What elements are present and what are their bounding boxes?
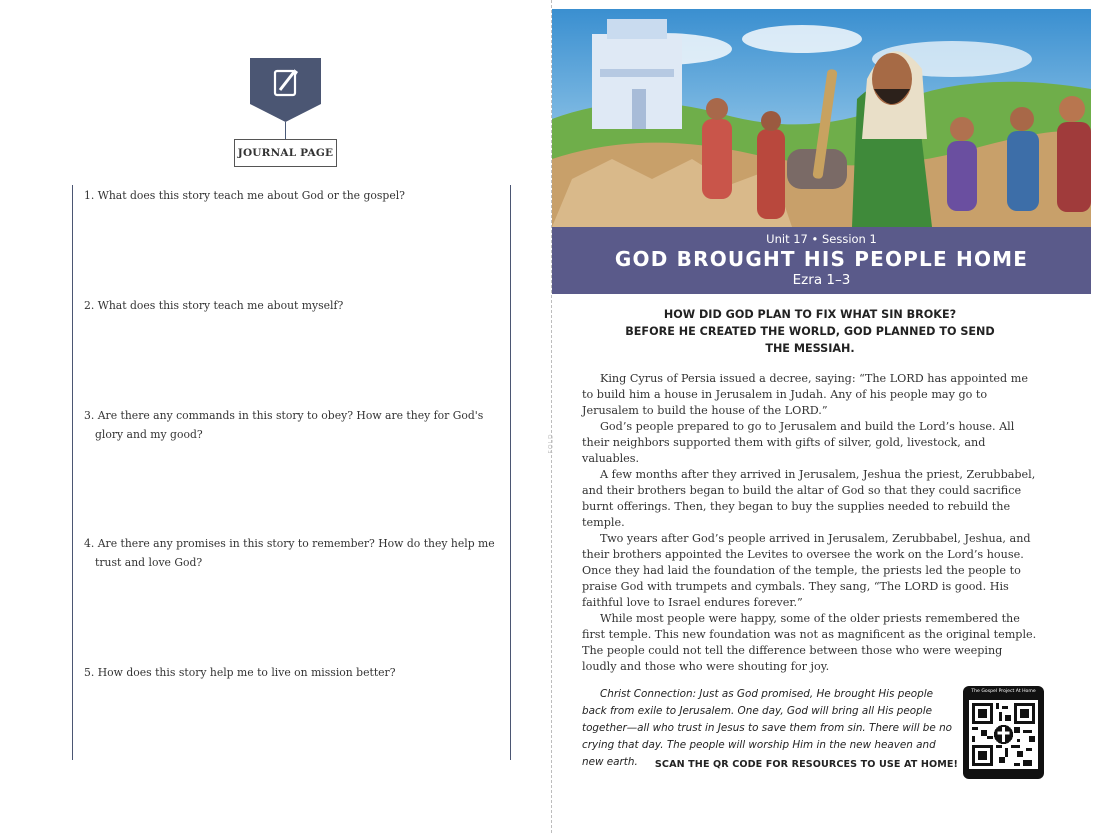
scripture-reference: Ezra 1–3: [792, 272, 851, 288]
big-picture-question: [582, 306, 1038, 357]
story-paragraph: While most people were happy, some of the older priests remembered the first temple. This new foundation was not as magnificent as the original temple. The people could not tell the difference between those who were weeping loudly and those who were shouting for joy.: [582, 612, 1037, 673]
big-question-line: BEFORE HE CREATED THE WORLD, GOD PLANNED TO SEND: [625, 325, 995, 338]
story-title: GOD BROUGHT HIS PEOPLE HOME: [614, 247, 1029, 271]
title-band: [552, 227, 1091, 294]
fold-label: FOLD: [547, 433, 555, 454]
story-paragraph: King Cyrus of Persia issued a decree, saying: “The LORD has appointed me to build him a house in Jerusalem in Judah. Any of his people may go to Jerusalem to build the house of the LORD.”: [582, 372, 1029, 417]
big-question-line: HOW DID GOD PLAN TO FIX WHAT SIN BROKE?: [663, 308, 957, 321]
qr-code-icon[interactable]: [969, 700, 1038, 769]
journal-question-1: 1. What does this story teach me about God or the gospel?: [84, 189, 405, 202]
christ-connection: Christ Connection: Just as God promised, He brought His people back from exile to Jerusalem. One day, God will bring all His people together—all who trust in Jesus to save them from sin. There will be no crying that day. The people will worship Him in the new heaven and new earth.: [582, 688, 953, 768]
journal-question-3: 3. Are there any commands in this story to obey? How are they for God's glory and my good?: [84, 409, 484, 441]
story-paragraph: A few months after they arrived in Jerusalem, Jeshua the priest, Zerubbabel, and their brothers began to build the altar of God so that they could sacrifice burnt offerings. Then, they began to buy the supplies needed to rebuild the temple.: [582, 468, 1036, 529]
badge-connector: [285, 122, 286, 140]
journal-question-4: 4. Are there any promises in this story to remember? How do they help me trust and love God?: [84, 537, 495, 569]
story-paragraph: God’s people prepared to go to Jerusalem and build the Lord’s house. All their neighbors supported them with gifts of silver, gold, livestock, and valuables.: [582, 420, 1015, 465]
journal-question-5: 5. How does this story help me to live on mission better?: [84, 666, 396, 679]
story-paragraph: Two years after God’s people arrived in Jerusalem, Zerubbabel, Jeshua, and their brothers appointed the Levites to oversee the work on the Lord’s house. Once they had laid the foundation of the temple, the priests led the people to praise God with trumpets and cymbals. They sang, “The LORD is good. His faithful love to Israel endures forever.”: [582, 532, 1031, 609]
qr-card[interactable]: [963, 686, 1044, 779]
journal-page-label: JOURNAL PAGE: [234, 139, 337, 167]
unit-session: Unit 17 • Session 1: [766, 232, 877, 246]
scan-qr-instruction: SCAN THE QR CODE FOR RESOURCES TO USE AT HOME!: [654, 759, 958, 770]
story-illustration: [552, 9, 1091, 227]
qr-caption: The Gospel Project At Home: [971, 689, 1036, 694]
story-text: [582, 371, 1039, 675]
journal-question-2: 2. What does this story teach me about myself?: [84, 299, 344, 312]
journal-badge: [250, 58, 321, 122]
pencil-paper-icon: [250, 58, 321, 122]
big-question-line: THE MESSIAH.: [765, 342, 855, 355]
